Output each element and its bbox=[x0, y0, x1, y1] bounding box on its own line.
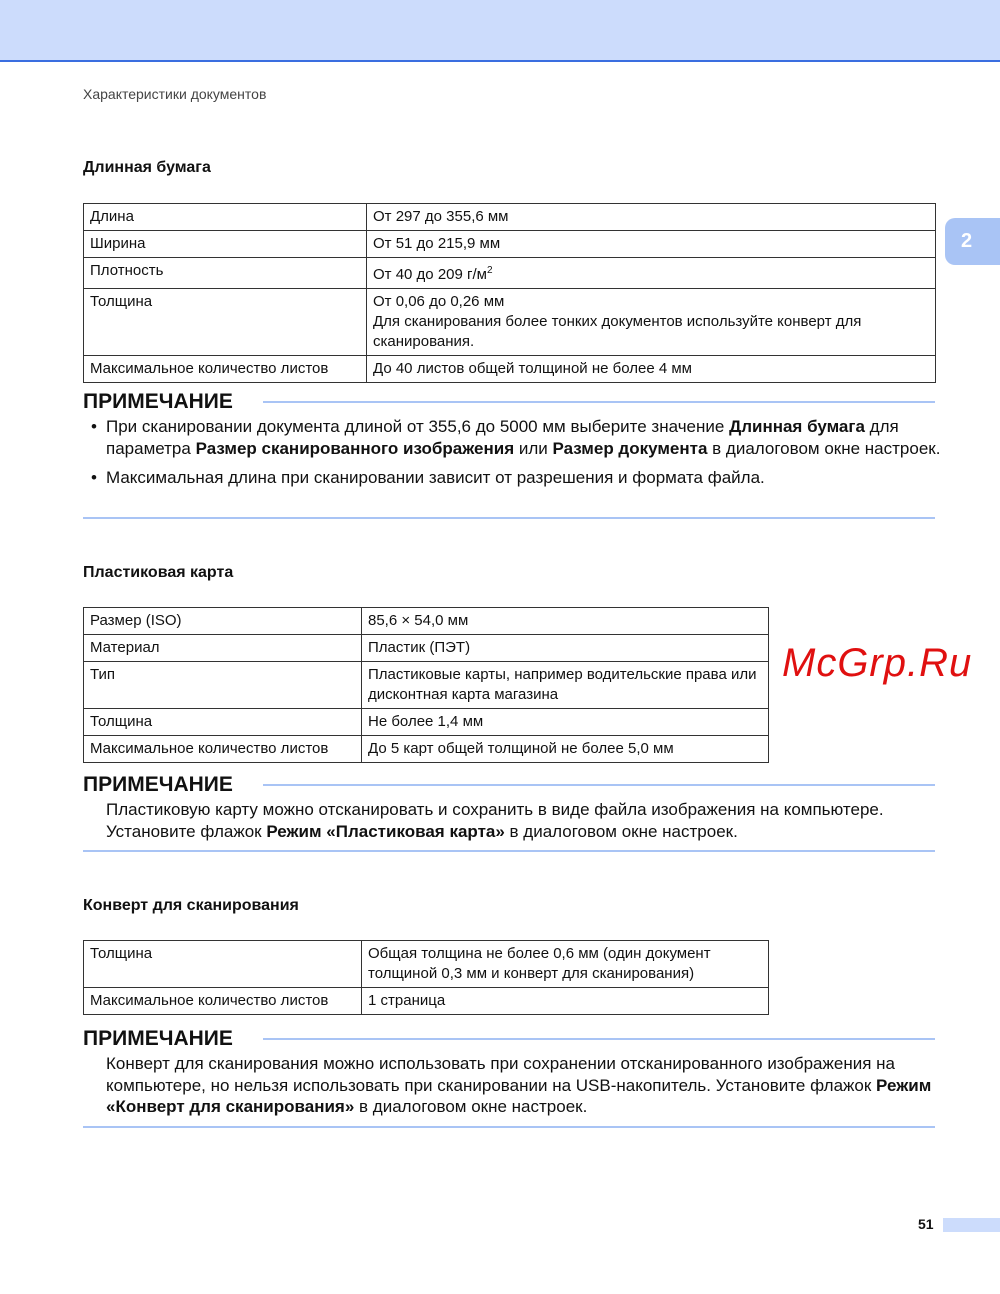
table-row bbox=[84, 635, 769, 662]
cell-key: Толщина bbox=[84, 941, 362, 988]
plastic-card-table bbox=[83, 607, 769, 763]
section-title-plastic-card: Пластиковая карта bbox=[83, 564, 234, 581]
cell-key: Длина bbox=[84, 204, 367, 231]
cell-value bbox=[367, 258, 936, 289]
cell-value: Пластик (ПЭТ) bbox=[362, 635, 769, 662]
table-row bbox=[84, 231, 936, 258]
table-row bbox=[84, 258, 936, 289]
table-row bbox=[84, 289, 936, 356]
breadcrumb: Характеристики документов bbox=[83, 86, 267, 102]
note-bullet: • Максимальная длина при сканировании зависит от разрешения и формата файла. bbox=[106, 467, 941, 489]
table-row bbox=[84, 988, 769, 1015]
page-number: 51 bbox=[918, 1216, 934, 1232]
table-row bbox=[84, 662, 769, 709]
superscript: 2 bbox=[486, 265, 493, 276]
note-divider bbox=[263, 784, 935, 786]
cell-key: Плотность bbox=[84, 258, 367, 289]
cell-value: 85,6 × 54,0 мм bbox=[362, 608, 769, 635]
header-band bbox=[0, 0, 1000, 62]
table-row bbox=[84, 204, 936, 231]
note-body bbox=[106, 416, 941, 497]
note-body: Пластиковую карту можно отсканировать и сохранить в виде файла изображения на компьютере. Установите флажок Режим «Пластиковая карта» в диалоговом окне настроек. bbox=[106, 800, 884, 841]
table-row bbox=[84, 941, 769, 988]
cell-key: Максимальное количество листов bbox=[84, 988, 362, 1015]
section-title-long-paper: Длинная бумага bbox=[83, 159, 211, 176]
note-title: ПРИМЕЧАНИЕ bbox=[83, 390, 233, 413]
value-text-note: Для сканирования более тонких документов используйте конверт для сканирования. bbox=[373, 313, 862, 350]
envelope-table bbox=[83, 940, 769, 1015]
section-title-envelope: Конверт для сканирования bbox=[83, 897, 299, 914]
value-text: От 40 до 209 г/м bbox=[373, 266, 487, 283]
watermark: McGrp.Ru bbox=[782, 641, 973, 685]
table-row bbox=[84, 709, 769, 736]
cell-value: До 40 листов общей толщиной не более 4 мм bbox=[367, 356, 936, 383]
cell-value: 1 страница bbox=[362, 988, 769, 1015]
cell-value bbox=[367, 289, 936, 356]
cell-key: Ширина bbox=[84, 231, 367, 258]
note-divider bbox=[83, 1126, 935, 1128]
cell-key: Материал bbox=[84, 635, 362, 662]
cell-key: Размер (ISO) bbox=[84, 608, 362, 635]
note-divider bbox=[83, 850, 935, 852]
cell-value: От 51 до 215,9 мм bbox=[367, 231, 936, 258]
note-divider bbox=[263, 401, 935, 403]
cell-key: Толщина bbox=[84, 289, 367, 356]
cell-key: Тип bbox=[84, 662, 362, 709]
value-text: От 0,06 до 0,26 мм bbox=[373, 293, 505, 310]
cell-value: До 5 карт общей толщиной не более 5,0 мм bbox=[362, 736, 769, 763]
page-number-bar bbox=[943, 1218, 1000, 1232]
chapter-tab: 2 bbox=[945, 218, 1000, 265]
long-paper-table bbox=[83, 203, 936, 383]
note-title: ПРИМЕЧАНИЕ bbox=[83, 1027, 233, 1050]
note-bullet: • При сканировании документа длиной от 355,6 до 5000 мм выберите значение Длинная бумага для параметра Размер сканированного изображения или Размер документа в диалоговом окне настроек. bbox=[106, 416, 941, 459]
note-title: ПРИМЕЧАНИЕ bbox=[83, 773, 233, 796]
cell-key: Максимальное количество листов bbox=[84, 736, 362, 763]
note-body: Конверт для сканирования можно использовать при сохранении отсканированного изображения на компьютере, но нельзя использовать при сканировании на USB-накопитель. Установите флажок Режим «Конверт для сканирования» в диалоговом окне настроек. bbox=[106, 1054, 932, 1116]
cell-value: Не более 1,4 мм bbox=[362, 709, 769, 736]
cell-value: От 297 до 355,6 мм bbox=[367, 204, 936, 231]
note-divider bbox=[263, 1038, 935, 1040]
table-row bbox=[84, 736, 769, 763]
note-divider bbox=[83, 517, 935, 519]
table-row bbox=[84, 608, 769, 635]
table-row bbox=[84, 356, 936, 383]
cell-value: Пластиковые карты, например водительские права или дисконтная карта магазина bbox=[362, 662, 769, 709]
cell-key: Толщина bbox=[84, 709, 362, 736]
cell-key: Максимальное количество листов bbox=[84, 356, 367, 383]
cell-value: Общая толщина не более 0,6 мм (один документ толщиной 0,3 мм и конверт для сканирования) bbox=[362, 941, 769, 988]
